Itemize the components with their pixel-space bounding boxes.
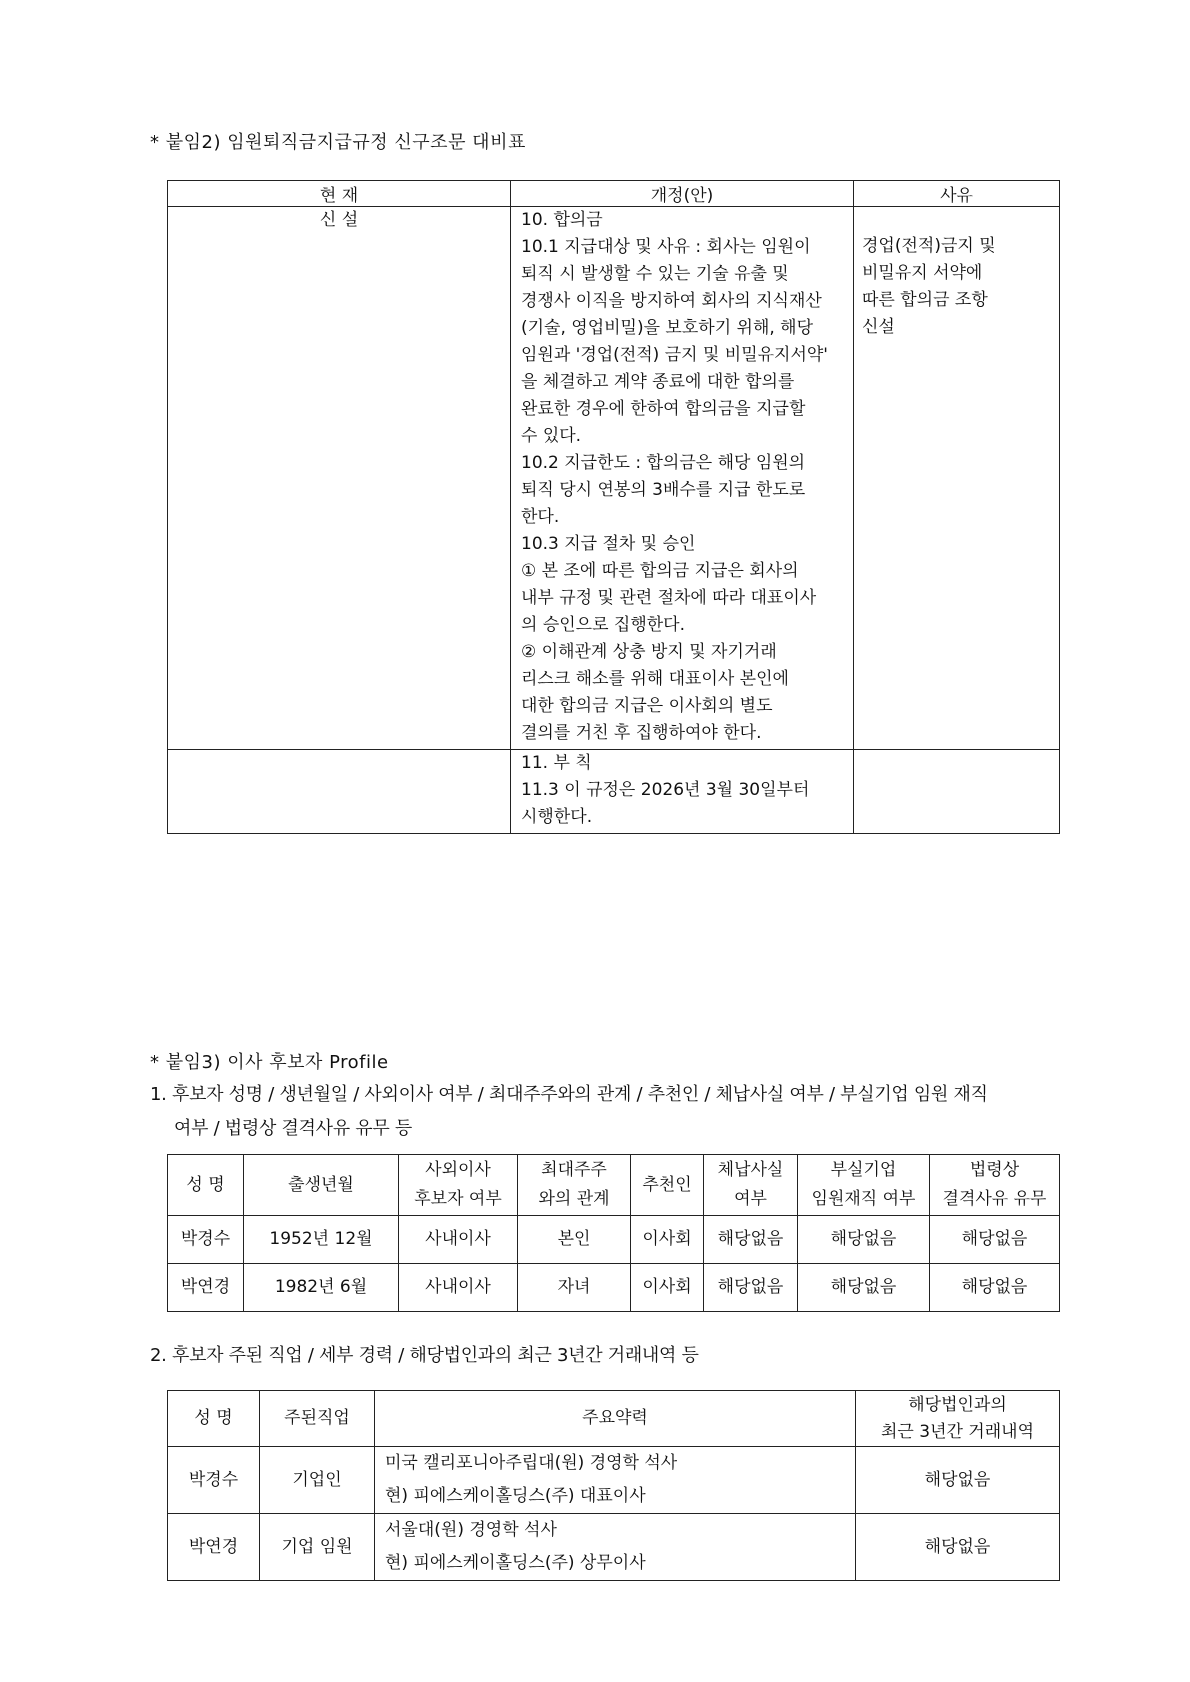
cell-recommender: 이사회	[631, 1216, 704, 1264]
revised-line: (기술, 영업비밀)을 보호하기 위해, 해당	[521, 318, 814, 338]
revised-line: 결의를 거친 후 집행하여야 한다.	[521, 723, 762, 743]
revised-line: 내부 규정 및 관련 절차에 따라 대표이사	[521, 588, 817, 608]
current-text	[168, 750, 511, 834]
item1-title: 1. 후보자 성명 / 생년월일 / 사외이사 여부 / 최대주주와의 관계 / 추천인 / 체납사실 여부 / 부실기업 임원 재직	[150, 1084, 988, 1105]
revised-line: 10. 합의금	[521, 210, 603, 230]
reason-line: 경업(전적)금지 및	[862, 236, 996, 256]
revised-line: 완료한 경우에 한하여 합의금을 지급할	[521, 399, 806, 419]
header-history: 주요약력	[375, 1391, 856, 1447]
cell-name: 박연경	[168, 1514, 260, 1581]
cell-tax: 해당없음	[704, 1216, 798, 1264]
comparison-row	[168, 207, 1060, 750]
comparison-table	[167, 180, 1060, 834]
header-insolvent-company: 부실기업 임원재직 여부	[798, 1155, 930, 1216]
revised-line: 임원과 '경업(전적) 금지 및 비밀유지서약'	[521, 345, 828, 365]
revised-line: 10.1 지급대상 및 사유 : 회사는 임원이	[521, 237, 811, 257]
career-row	[168, 1447, 1060, 1514]
revised-line: 의 승인으로 집행한다.	[521, 615, 686, 635]
revised-text	[511, 750, 854, 834]
profile-row	[168, 1264, 1060, 1312]
revised-line: 퇴직 시 발생할 수 있는 기술 유출 및	[521, 264, 789, 284]
header-relation: 최대주주 와의 관계	[518, 1155, 631, 1216]
revised-line: 을 체결하고 계약 종료에 대한 합의를	[521, 372, 795, 392]
reason-text	[854, 750, 1060, 834]
header-recommender: 추천인	[631, 1155, 704, 1216]
cell-insolvent: 해당없음	[798, 1216, 930, 1264]
comparison-header-row	[168, 181, 1060, 207]
header-tax-delinquency: 체납사실 여부	[704, 1155, 798, 1216]
cell-tax: 해당없음	[704, 1264, 798, 1312]
comparison-row	[168, 750, 1060, 834]
profile-header-row	[168, 1155, 1060, 1216]
item2-title: 2. 후보자 주된 직업 / 세부 경력 / 해당법인과의 최근 3년간 거래내역 등	[150, 1345, 699, 1366]
cell-disqualification: 해당없음	[930, 1264, 1060, 1312]
header-main-job: 주된직업	[260, 1391, 375, 1447]
cell-director-type: 사내이사	[399, 1264, 518, 1312]
reason-line: 신설	[862, 317, 895, 337]
cell-name: 박경수	[168, 1216, 244, 1264]
reason-text	[854, 207, 1060, 750]
revised-line: ① 본 조에 따른 합의금 지급은 회사의	[521, 561, 799, 581]
cell-recommender: 이사회	[631, 1264, 704, 1312]
cell-director-type: 사내이사	[399, 1216, 518, 1264]
section2-title: * 붙임3) 이사 후보자 Profile	[150, 1052, 389, 1073]
career-row	[168, 1514, 1060, 1581]
revised-line: 시행한다.	[521, 807, 593, 827]
cell-birth: 1982년 6월	[244, 1264, 399, 1312]
cell-history: 서울대(원) 경영학 석사 현) 피에스케이홀딩스(주) 상무이사	[375, 1514, 856, 1581]
revised-line: 10.2 지급한도 : 합의금은 해당 임원의	[521, 453, 806, 473]
revised-line: 경쟁사 이직을 방지하여 회사의 지식재산	[521, 291, 822, 311]
current-text: 신 설	[168, 207, 511, 750]
cell-transactions: 해당없음	[856, 1447, 1060, 1514]
header-disqualification: 법령상 결격사유 유무	[930, 1155, 1060, 1216]
revised-text	[511, 207, 854, 750]
revised-line: 퇴직 당시 연봉의 3배수를 지급 한도로	[521, 480, 806, 500]
cell-insolvent: 해당없음	[798, 1264, 930, 1312]
revised-line: 리스크 해소를 위해 대표이사 본인에	[521, 669, 789, 689]
revised-line: 11.3 이 규정은 2026년 3월 30일부터	[521, 780, 810, 800]
cell-name: 박연경	[168, 1264, 244, 1312]
header-current: 현 재	[168, 181, 511, 207]
cell-transactions: 해당없음	[856, 1514, 1060, 1581]
profile-row	[168, 1216, 1060, 1264]
section1-title: * 붙임2) 임원퇴직금지급규정 신구조문 대비표	[150, 132, 526, 153]
cell-job: 기업인	[260, 1447, 375, 1514]
revised-line: 수 있다.	[521, 426, 582, 446]
header-name: 성 명	[168, 1391, 260, 1447]
revised-line: 11. 부 칙	[521, 753, 592, 773]
career-table	[167, 1390, 1060, 1581]
revised-line: 대한 합의금 지급은 이사회의 별도	[521, 696, 773, 716]
cell-job: 기업 임원	[260, 1514, 375, 1581]
revised-line: ② 이해관계 상충 방지 및 자기거래	[521, 642, 777, 662]
header-revised: 개정(안)	[511, 181, 854, 207]
header-outside-director: 사외이사 후보자 여부	[399, 1155, 518, 1216]
revised-line: 한다.	[521, 507, 560, 527]
cell-relation: 본인	[518, 1216, 631, 1264]
header-birth: 출생년월	[244, 1155, 399, 1216]
header-name: 성 명	[168, 1155, 244, 1216]
reason-line: 비밀유지 서약에	[862, 263, 983, 283]
profile-table	[167, 1154, 1060, 1312]
career-header-row	[168, 1391, 1060, 1447]
cell-birth: 1952년 12월	[244, 1216, 399, 1264]
revised-line: 10.3 지급 절차 및 승인	[521, 534, 696, 554]
header-reason: 사유	[854, 181, 1060, 207]
cell-disqualification: 해당없음	[930, 1216, 1060, 1264]
item1-title-cont: 여부 / 법령상 결격사유 유무 등	[174, 1118, 412, 1139]
cell-relation: 자녀	[518, 1264, 631, 1312]
cell-history: 미국 캘리포니아주립대(원) 경영학 석사 현) 피에스케이홀딩스(주) 대표이사	[375, 1447, 856, 1514]
cell-name: 박경수	[168, 1447, 260, 1514]
reason-line: 따른 합의금 조항	[862, 290, 988, 310]
header-transactions: 해당법인과의 최근 3년간 거래내역	[856, 1391, 1060, 1447]
